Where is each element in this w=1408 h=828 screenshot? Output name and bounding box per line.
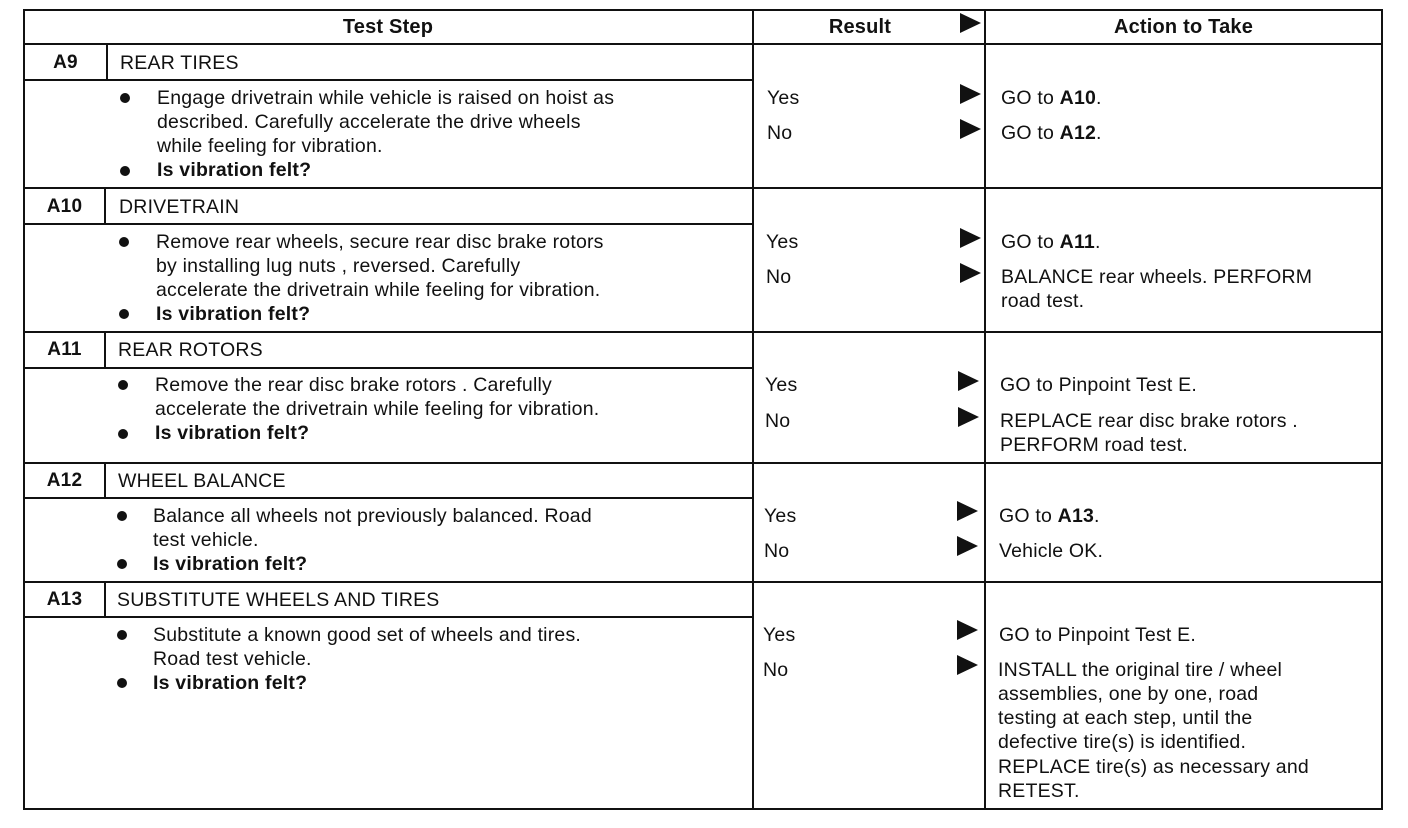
action-no: GO to A12. bbox=[1001, 122, 1102, 144]
action-no-line: INSTALL the original tire / wheel bbox=[998, 659, 1283, 681]
step-title: REAR ROTORS bbox=[118, 339, 263, 361]
action-no-line: BALANCE rear wheels. PERFORM bbox=[1001, 266, 1313, 288]
bullet-icon bbox=[117, 678, 127, 688]
action-no-line: REPLACE tire(s) as necessary and bbox=[998, 756, 1309, 778]
step-id: A10 bbox=[46, 196, 83, 217]
table-border-left bbox=[23, 9, 25, 809]
result-no: No bbox=[763, 659, 789, 681]
arrow-icon bbox=[960, 228, 981, 248]
title-rule bbox=[23, 616, 753, 618]
step-separator bbox=[23, 331, 1383, 333]
step-id: A9 bbox=[53, 52, 78, 73]
step-instruction-line: Remove the rear disc brake rotors . Carefully bbox=[155, 374, 552, 396]
table-border-top bbox=[23, 9, 1383, 11]
bullet-icon bbox=[120, 93, 130, 103]
arrow-icon bbox=[957, 655, 978, 675]
step-instruction-line: Remove rear wheels, secure rear disc brake rotors bbox=[156, 231, 604, 253]
action-no-line: road test. bbox=[1001, 290, 1085, 312]
arrow-icon bbox=[957, 620, 978, 640]
step-instruction-line: described. Carefully accelerate the drive wheels bbox=[157, 111, 581, 133]
id-divider bbox=[104, 332, 106, 368]
id-divider bbox=[104, 188, 106, 224]
result-no: No bbox=[766, 266, 792, 288]
action-yes: GO to A11. bbox=[1001, 231, 1101, 253]
step-question: Is vibration felt? bbox=[153, 672, 308, 694]
title-rule bbox=[23, 497, 753, 499]
bullet-icon bbox=[119, 237, 129, 247]
step-title: DRIVETRAIN bbox=[119, 196, 240, 218]
result-yes: Yes bbox=[764, 505, 797, 527]
id-divider bbox=[104, 582, 106, 617]
step-question: Is vibration felt? bbox=[155, 422, 310, 444]
action-yes: GO to Pinpoint Test E. bbox=[999, 624, 1196, 646]
title-rule bbox=[23, 367, 753, 369]
action-no-line: RETEST. bbox=[998, 780, 1080, 802]
action-yes: GO to Pinpoint Test E. bbox=[1000, 374, 1197, 396]
result-yes: Yes bbox=[766, 231, 799, 253]
step-instruction-line: while feeling for vibration. bbox=[157, 135, 383, 157]
header-arrow-icon bbox=[960, 13, 981, 33]
action-no-line: Vehicle OK. bbox=[999, 540, 1104, 562]
bullet-icon bbox=[117, 511, 127, 521]
arrow-icon bbox=[960, 84, 981, 104]
bullet-icon bbox=[117, 630, 127, 640]
header-bottom-rule bbox=[23, 43, 1383, 45]
id-divider bbox=[106, 44, 108, 80]
bullet-icon bbox=[119, 309, 129, 319]
arrow-icon bbox=[958, 371, 979, 391]
step-instruction-line: Engage drivetrain while vehicle is raised on hoist as bbox=[157, 87, 615, 109]
bullet-icon bbox=[118, 380, 128, 390]
arrow-icon bbox=[960, 119, 981, 139]
result-yes: Yes bbox=[763, 624, 796, 646]
step-id: A13 bbox=[46, 589, 83, 610]
result-yes: Yes bbox=[765, 374, 798, 396]
action-no-line: defective tire(s) is identified. bbox=[998, 731, 1247, 753]
result-no: No bbox=[767, 122, 793, 144]
step-instruction-line: by installing lug nuts , reversed. Carefully bbox=[156, 255, 521, 277]
step-instruction-line: accelerate the drivetrain while feeling for vibration. bbox=[156, 279, 601, 301]
step-instruction-line: Balance all wheels not previously balanced. Road bbox=[153, 505, 592, 527]
step-title: REAR TIRES bbox=[120, 52, 239, 74]
bullet-icon bbox=[117, 559, 127, 569]
step-instruction-line: accelerate the drivetrain while feeling for vibration. bbox=[155, 398, 600, 420]
action-yes: GO to A10. bbox=[1001, 87, 1102, 109]
step-instruction-line: Substitute a known good set of wheels and tires. bbox=[153, 624, 582, 646]
step-title: SUBSTITUTE WHEELS AND TIRES bbox=[117, 589, 440, 611]
result-yes: Yes bbox=[767, 87, 800, 109]
step-instruction-line: Road test vehicle. bbox=[153, 648, 312, 670]
title-rule bbox=[23, 223, 753, 225]
step-title: WHEEL BALANCE bbox=[118, 470, 286, 492]
step-separator bbox=[23, 187, 1383, 189]
header-action: Action to Take bbox=[1113, 16, 1254, 38]
step-question: Is vibration felt? bbox=[157, 159, 312, 181]
action-no-line: testing at each step, until the bbox=[998, 707, 1253, 729]
table-border-right bbox=[1381, 9, 1383, 809]
table-border-bottom bbox=[23, 808, 1383, 810]
header-test-step: Test Step bbox=[342, 16, 434, 38]
step-separator bbox=[23, 462, 1383, 464]
arrow-icon bbox=[958, 407, 979, 427]
header-result: Result bbox=[828, 16, 892, 38]
bullet-icon bbox=[120, 166, 130, 176]
action-no-line: PERFORM road test. bbox=[1000, 434, 1188, 456]
title-rule bbox=[23, 79, 753, 81]
arrow-icon bbox=[957, 536, 978, 556]
column-divider-result bbox=[752, 9, 754, 809]
result-no: No bbox=[764, 540, 790, 562]
action-no-line: REPLACE rear disc brake rotors . bbox=[1000, 410, 1298, 432]
bullet-icon bbox=[118, 429, 128, 439]
arrow-icon bbox=[957, 501, 978, 521]
step-question: Is vibration felt? bbox=[153, 553, 308, 575]
action-yes: GO to A13. bbox=[999, 505, 1100, 527]
step-separator bbox=[23, 581, 1383, 583]
action-no-line: assemblies, one by one, road bbox=[998, 683, 1259, 705]
step-id: A12 bbox=[46, 470, 83, 491]
id-divider bbox=[104, 463, 106, 498]
step-id: A11 bbox=[47, 339, 82, 360]
step-instruction-line: test vehicle. bbox=[153, 529, 259, 551]
arrow-icon bbox=[960, 263, 981, 283]
column-divider-action bbox=[984, 9, 986, 809]
step-question: Is vibration felt? bbox=[156, 303, 311, 325]
result-no: No bbox=[765, 410, 791, 432]
